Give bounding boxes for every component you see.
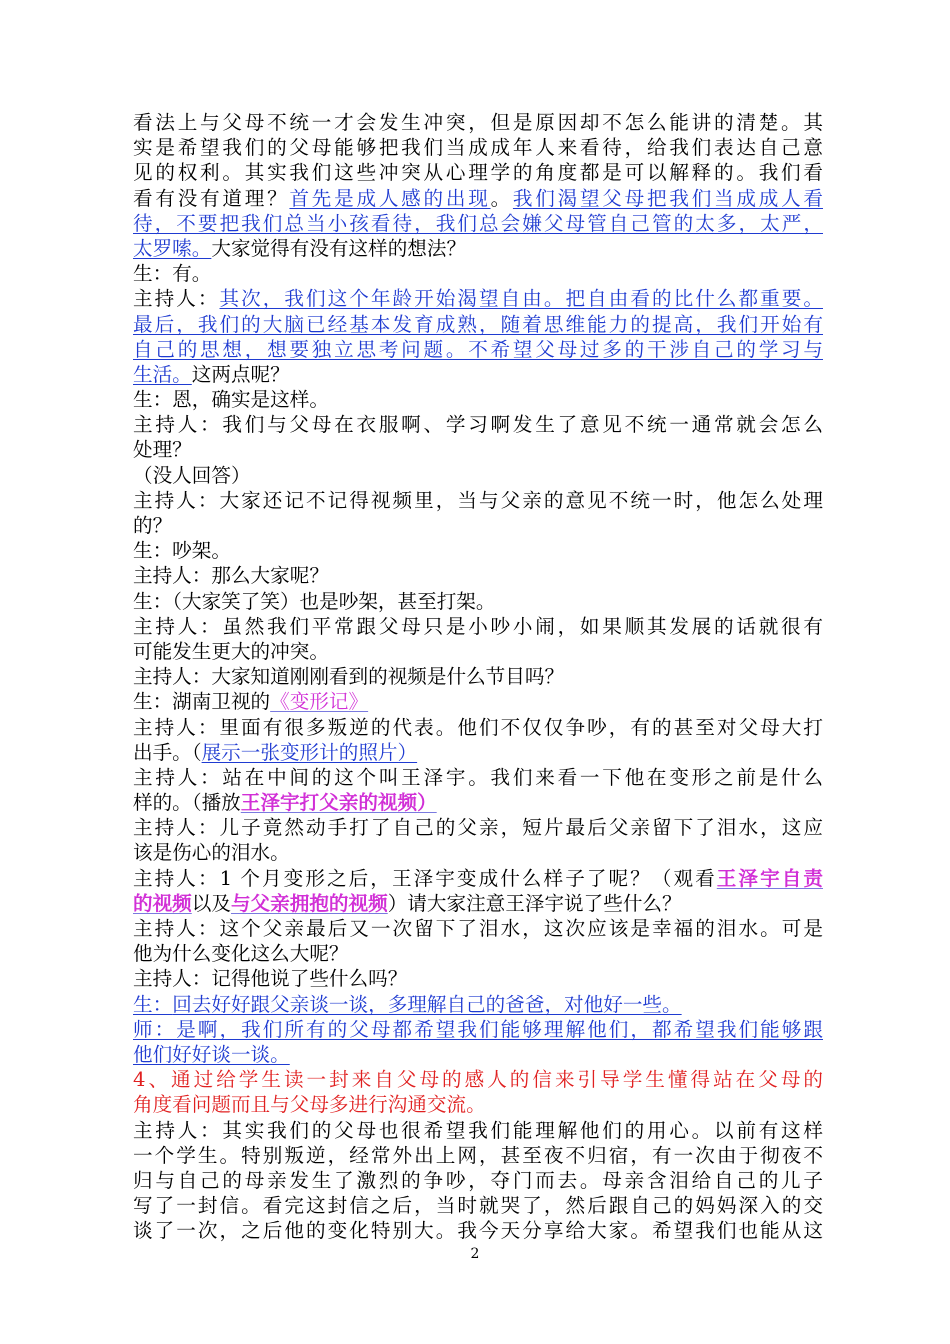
text-line bbox=[133, 463, 823, 488]
text-span: 4、通过给学生读一封来自父母的感人的信来引导学生懂得站在父母的 bbox=[133, 1068, 823, 1092]
text-line bbox=[133, 362, 823, 387]
text-span: 看有没有道理？ bbox=[133, 186, 290, 210]
text-span: 生：吵架。 bbox=[133, 539, 231, 563]
text-span: 样的。（播放 bbox=[133, 791, 241, 815]
text-line bbox=[133, 664, 823, 689]
text-line bbox=[133, 135, 823, 160]
text-span: 主持人：虽然我们平常跟父母只是小吵小闹，如果顺其发展的话就很有 bbox=[133, 614, 823, 638]
text-span: 这两点呢？ bbox=[191, 362, 290, 386]
text-line bbox=[133, 1067, 823, 1092]
text-span: 他们好好谈一谈。 bbox=[133, 1042, 290, 1066]
text-span: 一个学生。特别叛逆，经常外出上网，甚至夜不归宿，有一次由于彻夜不 bbox=[133, 1143, 823, 1167]
text-line bbox=[133, 1193, 823, 1218]
text-span: 王泽宇自责 bbox=[716, 866, 823, 890]
text-span: 《变形记》 bbox=[270, 690, 369, 714]
text-line bbox=[133, 916, 823, 941]
text-span: 与父亲拥抱的视频 bbox=[230, 891, 388, 915]
text-line bbox=[133, 589, 823, 614]
text-span: 主持人：儿子竟然动手打了自己的父亲，短片最后父亲留下了泪水，这应 bbox=[133, 816, 823, 840]
text-span: 写了一封信。看完这封信之后，当时就哭了，然后跟自己的妈妈深入的交 bbox=[133, 1194, 823, 1218]
text-span: 其次，我们这个年龄开始渴望自由。把自由看的比什么都重要。 bbox=[219, 287, 823, 311]
text-span: 生：恩，确实是这样。 bbox=[133, 388, 329, 412]
text-span: 首先是成人感的出现 bbox=[289, 186, 491, 210]
text-span: 太罗嗦。 bbox=[133, 236, 212, 260]
text-line bbox=[133, 1017, 823, 1042]
text-span: 大家觉得有没有这样的想法？ bbox=[211, 236, 467, 260]
text-span: 自己的思想，想要独立思考问题。不希望父母过多的干涉自己的学习与 bbox=[133, 337, 823, 361]
text-line bbox=[133, 337, 823, 362]
text-span: 生：有。 bbox=[133, 262, 212, 286]
text-line bbox=[133, 211, 823, 236]
text-line bbox=[133, 891, 823, 916]
text-line bbox=[133, 538, 823, 563]
text-line bbox=[133, 614, 823, 639]
text-span: 归与自己的母亲发生了激烈的争吵，夺门而去。母亲含泪给自己的儿子 bbox=[133, 1168, 823, 1192]
page-number: 2 bbox=[470, 1246, 480, 1262]
text-line bbox=[133, 740, 823, 765]
text-span: 。 bbox=[490, 186, 513, 210]
text-line bbox=[133, 715, 823, 740]
text-line bbox=[133, 866, 823, 891]
text-line bbox=[133, 941, 823, 966]
text-line bbox=[133, 110, 823, 135]
text-span: 最后，我们的大脑已经基本发育成熟，随着思维能力的提高，我们开始有 bbox=[133, 312, 823, 336]
text-span: 回去好好跟父亲谈一谈，多理解自己的爸爸，对他好一些。 bbox=[172, 992, 682, 1016]
text-line bbox=[133, 286, 823, 311]
text-span: 主持人：大家还记不记得视频里，当与父亲的意见不统一时，他怎么处理 bbox=[133, 488, 823, 512]
text-span: 谈了一次，之后他的变化特别大。我今天分享给大家。希望我们也能从这 bbox=[133, 1219, 823, 1243]
text-span: 主持人：大家知道刚刚看到的视频是什么节目吗？ bbox=[133, 665, 565, 689]
text-line bbox=[133, 840, 823, 865]
text-span: 的视频 bbox=[133, 891, 192, 915]
text-span: 见的权利。其实我们这些冲突从心理学的角度都是可以解释的。我们看 bbox=[133, 161, 823, 185]
text-span: 的？ bbox=[133, 514, 173, 537]
text-span: 以及 bbox=[191, 891, 231, 915]
text-line bbox=[133, 261, 823, 286]
text-line bbox=[133, 488, 823, 513]
text-line bbox=[133, 966, 823, 991]
text-line bbox=[133, 186, 823, 211]
text-span: ）请大家注意王泽宇说了些什么？ bbox=[387, 891, 682, 915]
text-span: 师：是啊，我们所有的父母都希望我们能够理解他们，都希望我们能够跟 bbox=[133, 1017, 823, 1041]
text-span: 王泽宇打父亲的视频） bbox=[240, 791, 437, 815]
text-span: 他为什么变化这么大呢？ bbox=[133, 942, 349, 966]
text-span: 生： bbox=[133, 992, 173, 1016]
text-span: 主持人：这个父亲最后又一次留下了泪水，这次应该是幸福的泪水。可是 bbox=[133, 917, 823, 940]
text-span: （没人回答） bbox=[133, 463, 251, 487]
text-line bbox=[133, 790, 823, 815]
text-line bbox=[133, 412, 823, 437]
text-span: 主持人：站在中间的这个叫王泽宇。我们来看一下他在变形之前是什么 bbox=[133, 765, 823, 789]
text-span: 展示一张变形计的照片） bbox=[201, 740, 418, 764]
text-line bbox=[133, 992, 823, 1017]
text-span: 实是希望我们的父母能够把我们当成成年人来看待，给我们表达自己意 bbox=[133, 136, 823, 160]
text-span: 待，不要把我们总当小孩看待，我们总会嫌父母管自己管的太多，太严， bbox=[133, 211, 823, 235]
text-span: 主持人：那么大家呢？ bbox=[133, 564, 329, 588]
text-line bbox=[133, 689, 823, 714]
text-span: 主持人： bbox=[133, 287, 220, 311]
text-span: 处理？ bbox=[133, 438, 192, 462]
text-line bbox=[133, 160, 823, 185]
text-span: 我们渴望父母把我们当成成人看 bbox=[512, 186, 823, 210]
text-line bbox=[133, 639, 823, 664]
document-page bbox=[133, 110, 823, 1243]
text-line bbox=[133, 1092, 823, 1117]
text-line bbox=[133, 437, 823, 462]
text-line bbox=[133, 312, 823, 337]
text-line bbox=[133, 1118, 823, 1143]
text-line bbox=[133, 236, 823, 261]
text-span: 生活。 bbox=[133, 362, 192, 386]
text-span: 生：湖南卫视的 bbox=[133, 690, 271, 714]
text-span: 主持人：1 个月变形之后，王泽宇变成什么样子了呢？（观看 bbox=[133, 866, 717, 890]
text-line bbox=[133, 1042, 823, 1067]
text-span: 主持人：里面有很多叛逆的代表。他们不仅仅争吵，有的甚至对父母大打 bbox=[133, 715, 823, 739]
text-line bbox=[133, 563, 823, 588]
text-span: 看法上与父母不统一才会发生冲突，但是原因却不怎么能讲的清楚。其 bbox=[133, 111, 823, 134]
text-span: 主持人：记得他说了些什么吗？ bbox=[133, 967, 408, 991]
text-span: 角度看问题而且与父母多进行沟通交流。 bbox=[133, 1093, 486, 1117]
text-line bbox=[133, 513, 823, 538]
text-span: 生：（大家笑了笑）也是吵架，甚至打架。 bbox=[133, 589, 496, 613]
text-line bbox=[133, 765, 823, 790]
text-line bbox=[133, 387, 823, 412]
text-line bbox=[133, 1143, 823, 1168]
text-span: 主持人：其实我们的父母也很希望我们能理解他们的用心。以前有这样 bbox=[133, 1118, 823, 1142]
text-span: 该是伤心的泪水。 bbox=[133, 841, 290, 865]
text-line bbox=[133, 815, 823, 840]
text-line bbox=[133, 1218, 823, 1243]
text-span: 出手。（ bbox=[133, 740, 202, 764]
text-span: 可能发生更大的冲突。 bbox=[133, 639, 329, 663]
text-line bbox=[133, 1168, 823, 1193]
text-span: 主持人：我们与父母在衣服啊、学习啊发生了意见不统一通常就会怎么 bbox=[133, 413, 823, 437]
